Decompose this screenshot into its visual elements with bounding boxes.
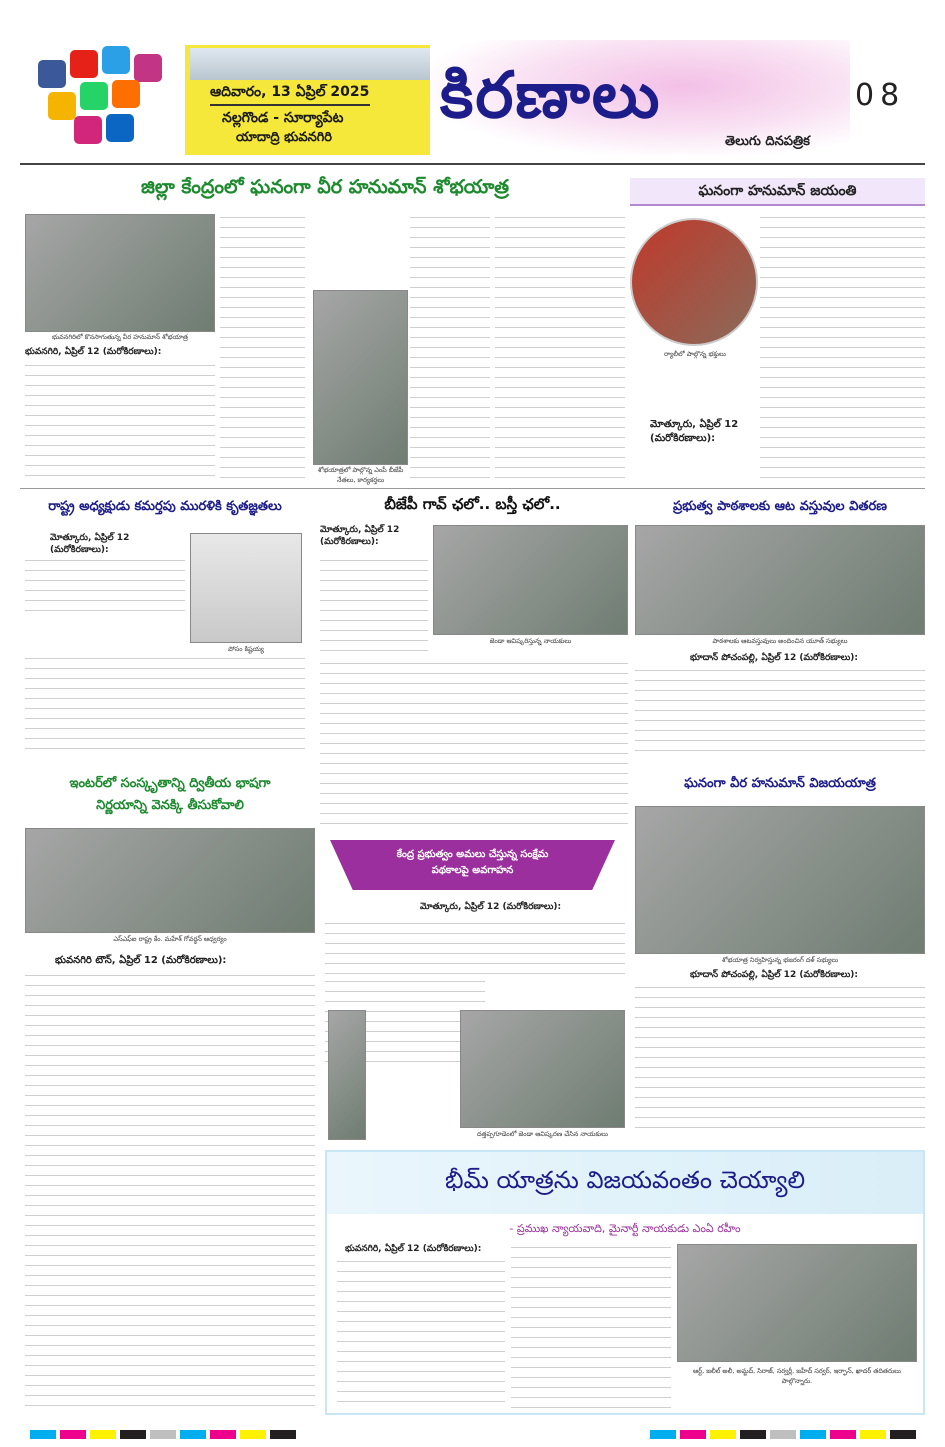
story-photo	[677, 1244, 917, 1362]
grey-swatch	[150, 1430, 176, 1439]
story-body-text	[635, 667, 925, 757]
story-body-text	[25, 362, 215, 480]
story-dateline: భువనగిరి, ఏప్రిల్ 12 (మరోకిరణాలు):	[25, 347, 162, 357]
story-headline: జిల్లా కేంద్రంలో ఘనంగా వీర హనుమాన్ శోభయాత్ర	[140, 176, 510, 198]
story-photo-small	[328, 1010, 366, 1140]
story-dateline: భువనగిరి టౌన్, ఏప్రిల్ 12 (మరోకిరణాలు):	[55, 955, 227, 966]
story-photo	[433, 525, 628, 635]
story-body-text	[495, 214, 625, 480]
story-dateline: భూదాన్ పోచంపల్లి, ఏప్రిల్ 12 (మరోకిరణాలు):	[690, 970, 858, 980]
youtube-icon	[70, 50, 98, 78]
story-hanuman-shobhayatra	[25, 172, 625, 487]
page-number: 08	[855, 78, 906, 113]
story-headline-2: నిర్ణయాన్ని వెనక్కి తీసుకోవాలి	[96, 798, 244, 813]
linkedin-icon	[106, 114, 134, 142]
story-body-text	[25, 557, 185, 615]
black-swatch	[890, 1430, 916, 1439]
story-body-text	[25, 655, 305, 755]
facebook-icon	[38, 60, 66, 88]
yellow-swatch	[240, 1430, 266, 1439]
city-skyline-image	[190, 48, 430, 80]
story-photo	[630, 218, 758, 346]
story-body-text	[220, 214, 305, 480]
black-swatch	[740, 1430, 766, 1439]
story-bjp-gaon-chalo	[315, 495, 630, 835]
story-dateline: మోత్కూరు, ఏప్రిల్ 12 (మరోకిరణాలు):	[320, 525, 400, 547]
story-body-text	[760, 214, 925, 484]
story-headline: ప్రభుత్వ పాఠశాలకు ఆట వస్తువుల వితరణ	[673, 499, 887, 514]
story-headline-1: ఇంటర్‌లో సంస్కృతాన్ని ద్వితీయ భాషగా	[69, 776, 271, 791]
story-bheem-yatra	[325, 1150, 925, 1415]
magenta-swatch	[680, 1430, 706, 1439]
newspaper-tagline: తెలుగు దినపత్రిక	[725, 134, 810, 149]
story-welfare-schemes	[320, 840, 630, 1145]
newspaper-title: కిరణాలు	[440, 58, 662, 133]
story-headline: భీమ్ యాత్రను విజయవంతం చెయ్యాలి	[444, 1166, 806, 1194]
story-body-text	[635, 984, 925, 1134]
story-dateline: మోత్కూరు, ఏప్రిల్ 12 (మరోకిరణాలు):	[650, 419, 739, 444]
story-headline: బీజేపీ గావ్ ఛలో.. బస్తీ ఛలో..	[384, 495, 561, 513]
story-body-text	[337, 1258, 505, 1408]
story-body-text	[320, 660, 628, 828]
header-rule	[20, 163, 925, 165]
black-swatch	[270, 1430, 296, 1439]
grey-swatch	[770, 1430, 796, 1439]
cyan-swatch	[30, 1430, 56, 1439]
story-body-text	[25, 972, 315, 1412]
cyan-swatch	[180, 1430, 206, 1439]
photo-caption: పోసం కిష్టయ్య	[228, 645, 264, 653]
story-headline: రాష్ట్ర అధ్యక్షుడు కమర్తపు మురళికి కృతజ్ఞతలు	[48, 499, 282, 514]
photo-caption: పాఠశాలకు ఆటవస్తువులు అందించిన యూత్ సభ్యులు	[712, 637, 848, 645]
cyan-swatch	[650, 1430, 676, 1439]
edition-places-1: నల్లగొండ - సూర్యాపేట	[222, 110, 344, 126]
cyan-swatch	[800, 1430, 826, 1439]
color-registration-strip	[0, 1422, 945, 1447]
photo-caption: భువనగిరిలో కొనసాగుతున్న వీర హనుమాన్ శోభయాత్ర	[52, 333, 188, 341]
story-photo	[25, 828, 315, 933]
story-photo	[313, 290, 408, 465]
story-body-text	[511, 1244, 671, 1409]
yellow-swatch	[90, 1430, 116, 1439]
camera-icon	[74, 116, 102, 144]
story-photo	[460, 1010, 625, 1128]
story-photo	[635, 525, 925, 635]
story-murali-thanks	[25, 495, 305, 765]
yellow-swatch	[860, 1430, 886, 1439]
story-vijayayatra	[635, 772, 925, 1142]
masthead-header	[0, 0, 945, 165]
rss-icon	[112, 80, 140, 108]
story-sanskrit-inter	[25, 772, 315, 1417]
photo-caption: ఎస్ఎఫ్ఐ రాష్ట్ర కేం. మహేశ్ గోవర్థన్ ఆధ్వర్యం	[113, 935, 227, 943]
whatsapp-icon	[80, 82, 108, 110]
photo-caption: ర్యాలీలో పాల్గొన్న భక్తులు	[664, 350, 726, 358]
story-headline: ఘనంగా హనుమాన్ జయంతి	[630, 178, 925, 206]
black-swatch	[120, 1430, 146, 1439]
story-sports-distribution	[635, 495, 925, 765]
date-underline	[210, 104, 370, 106]
edition-places-2: యాదాద్రి భువనగిరి	[236, 130, 333, 145]
portrait-photo	[190, 533, 302, 643]
story-photo	[635, 806, 925, 954]
snapchat-icon	[48, 92, 76, 120]
story-headline-2: పథకాలపై అవగాహన	[431, 865, 514, 876]
story-dateline: భూదాన్ పోచంపల్లి, ఏప్రిల్ 12 (మరోకిరణాలు):	[690, 653, 858, 663]
photo-caption: ఆర్ట్, జలీల్ అలీ, అమ్జద్, సిరాజ్, సర్వర్లీ, జహీద్ సర్వర్, ఇర్ఫాన్, ఖాదర్ తదితరులు పాల్గొన్నారు.	[693, 1367, 901, 1385]
instagram-icon	[134, 54, 162, 82]
story-dateline: మోత్కూరు, ఏప్రిల్ 12 (మరోకిరణాలు):	[420, 902, 562, 912]
photo-caption: జెండా ఆవిష్కరిస్తున్న నాయకులు	[489, 637, 572, 645]
photo-caption: శోభయాత్రలో పాల్గొన్న ఎంపీ బీజేపీ నేతలు, కార్యకర్తలు	[317, 466, 404, 484]
magenta-swatch	[60, 1430, 86, 1439]
story-subhead: - ప్రముఖ న్యాయవాది, మైనార్టీ నాయకుడు ఎంఏ రహీం	[509, 1222, 741, 1235]
story-body-text	[325, 920, 625, 975]
photo-caption: శోభయాత్ర నిర్వహిస్తున్న భజరంగ్ దళ్ సభ్యులు	[721, 956, 839, 964]
social-cubes-logo	[28, 40, 178, 150]
section-divider	[20, 488, 925, 489]
yellow-swatch	[710, 1430, 736, 1439]
edition-date: ఆదివారం, 13 ఏప్రిల్ 2025	[210, 84, 370, 100]
magenta-swatch	[210, 1430, 236, 1439]
story-body-text	[410, 214, 490, 480]
photo-caption: దత్తప్పగూడెంలో జెండా ఆవిష్కరణ చేసిన నాయకులు	[476, 1130, 609, 1138]
story-body-text	[320, 557, 428, 657]
twitter-icon	[102, 46, 130, 74]
story-dateline: మోత్కూరు, ఏప్రిల్ 12 (మరోకిరణాలు):	[50, 533, 130, 555]
story-dateline: భువనగిరి, ఏప్రిల్ 12 (మరోకిరణాలు):	[345, 1244, 482, 1254]
story-hanuman-jayanti	[630, 178, 925, 488]
story-headline: ఘనంగా వీర హనుమాన్ విజయయాత్ర	[684, 776, 876, 791]
story-photo	[25, 214, 215, 332]
magenta-swatch	[830, 1430, 856, 1439]
story-headline-1: కేంద్ర ప్రభుత్వం అమలు చేస్తున్న సంక్షేమ	[396, 849, 549, 860]
